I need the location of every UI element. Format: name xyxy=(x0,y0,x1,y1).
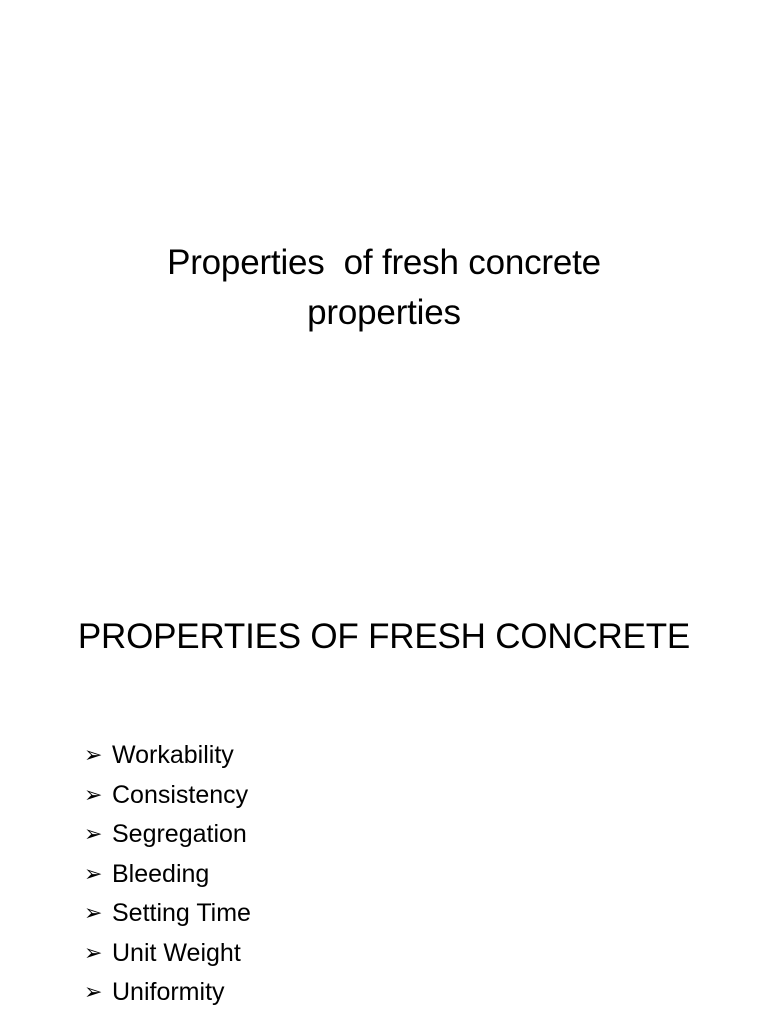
list-item xyxy=(84,855,251,895)
list-item xyxy=(84,736,251,776)
list-item-label: Segregation xyxy=(112,820,247,848)
list-item-label: Setting Time xyxy=(112,899,251,927)
arrow-bullet-icon: ➢ xyxy=(84,743,103,768)
list-item-label: Uniformity xyxy=(112,978,225,1006)
list-item xyxy=(84,894,251,934)
list-item-label: Workability xyxy=(112,741,234,769)
slide-title xyxy=(0,238,768,338)
arrow-bullet-icon: ➢ xyxy=(84,980,103,1005)
list-item-label: Unit Weight xyxy=(112,938,241,967)
arrow-bullet-icon: ➢ xyxy=(84,940,103,966)
list-item xyxy=(84,815,251,855)
arrow-bullet-icon: ➢ xyxy=(84,861,103,887)
list-item xyxy=(84,934,251,974)
list-item xyxy=(84,776,251,816)
list-item-label: Consistency xyxy=(112,780,249,809)
slide-title-line-2: properties xyxy=(307,293,461,332)
slide-title-line-1: Properties of fresh concrete xyxy=(167,243,601,282)
arrow-bullet-icon: ➢ xyxy=(84,782,103,808)
content-heading: PROPERTIES OF FRESH CONCRETE xyxy=(77,617,691,656)
list-item xyxy=(84,973,251,1013)
arrow-bullet-icon: ➢ xyxy=(84,901,103,926)
arrow-bullet-icon: ➢ xyxy=(84,822,103,847)
list-item-label: Bleeding xyxy=(112,859,210,888)
properties-list xyxy=(84,736,251,1013)
